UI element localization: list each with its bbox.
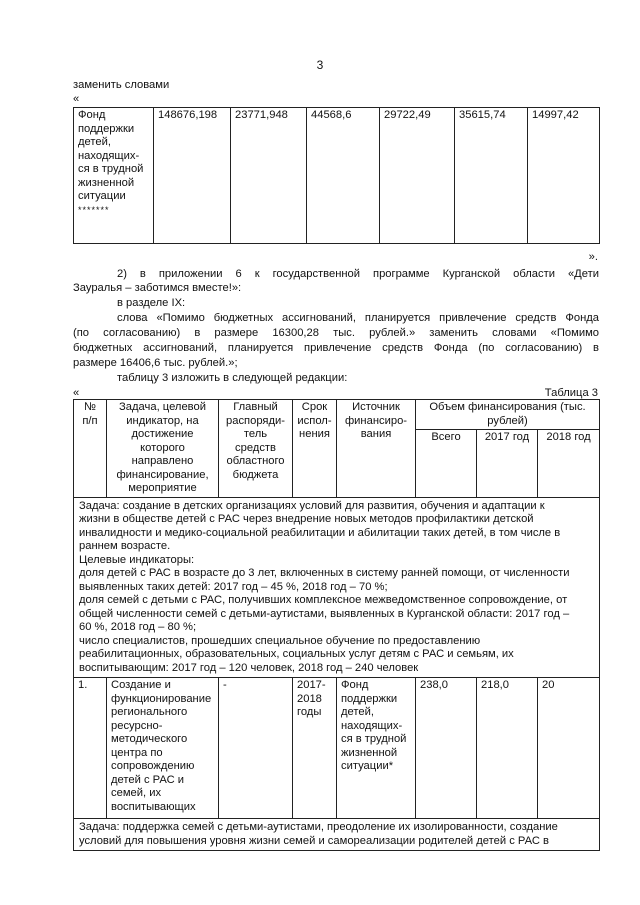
indicator-line: выявленных таких детей: 2017 год – 45 %, 2018 год – 70 %; xyxy=(79,580,388,593)
indicator-line: воспитывающим: 2017 год – 120 человек, 2018 год – 240 человек xyxy=(79,661,419,674)
footnote-stars: ******* xyxy=(78,204,110,215)
table-row xyxy=(74,497,600,678)
task1-line: жизни в обществе детей с РАС через внедрение новых методов профилактики детской xyxy=(79,513,534,525)
words-para-line2: (по согласованию) в размере 16300,28 тыс. рублей.» заменить словами «Помимо xyxy=(73,327,599,339)
item2-line2: Зауралья – заботимся вместе!»: xyxy=(73,282,242,294)
fund-label: Фонд поддержки детей, находящих-ся в трудной жизненной ситуации xyxy=(78,109,144,202)
indicator-line: общей численности семей с детьми-аутистами, выявленных в Курганской области: 2017 год – xyxy=(79,607,570,620)
header-task: Задача, целевой индикатор, на достижение которого направлено финансирование, мероприятие xyxy=(107,400,219,498)
table3-caption: Таблица 3 xyxy=(544,387,598,399)
value-cell: 44568,6 xyxy=(307,108,380,244)
header-num: № п/п xyxy=(74,400,107,498)
value-cell: 148676,198 xyxy=(154,108,231,244)
row1-manager: - xyxy=(219,678,293,819)
table-3 xyxy=(73,399,600,851)
page-number: 3 xyxy=(316,58,324,72)
header-term: Срок испол-нения xyxy=(293,400,337,498)
table-row xyxy=(74,678,600,819)
indicator-line: доля детей с РАС в возрасте до 3 лет, включенных в систему ранней помощи, от численности xyxy=(79,567,570,579)
open-quote-2: « xyxy=(73,387,80,399)
section-ix: в разделе IX: xyxy=(117,297,186,309)
fund-label-cell xyxy=(74,108,154,244)
table-row xyxy=(74,819,600,851)
row1-num: 1. xyxy=(74,678,107,819)
table-header-row xyxy=(74,400,600,430)
row1-term: 2017-2018 годы xyxy=(293,678,337,819)
item2-line1: 2) в приложении 6 к государственной программе Курганской области «Дети xyxy=(117,268,599,280)
table-row xyxy=(74,108,600,244)
funding-table-fund xyxy=(73,107,600,244)
task1-cell xyxy=(74,497,600,678)
task1-line: раннем возрасте. xyxy=(79,540,171,552)
words-para-line4: размере 16406,6 тыс. рублей.»; xyxy=(73,357,238,369)
open-quote: « xyxy=(73,93,80,105)
close-quote: ». xyxy=(588,251,598,263)
row1-total: 238,0 xyxy=(416,678,477,819)
row1-source: Фонд поддержки детей, находящих-ся в трудной жизненной ситуации* xyxy=(337,678,416,819)
table3-intro: таблицу 3 изложить в следующей редакции: xyxy=(117,372,348,384)
indicator-line: доля семей с детьми с РАС, получивших комплексное межведомственное сопровождение, от xyxy=(79,594,568,606)
task1-line: инвалидности и медико-социальной реабилитации и абилитации таких детей, в том числе в xyxy=(79,526,561,539)
words-para-line1: слова «Помимо бюджетных ассигнований, планируется привлечение средств Фонда xyxy=(117,312,599,324)
value-cell: 23771,948 xyxy=(231,108,307,244)
indicators-title: Целевые индикаторы: xyxy=(79,553,195,566)
header-total: Всего xyxy=(416,430,477,498)
task2-cell xyxy=(74,819,600,851)
task1-line: Задача: создание в детских организациях условий для развития, обучения и адаптации к xyxy=(79,499,545,512)
value-cell: 35615,74 xyxy=(455,108,528,244)
replace-words-line: заменить словами xyxy=(73,79,170,91)
task2-line: условий для повышения уровня жизни семей и самореализации родителей детей с РАС в xyxy=(79,834,549,847)
header-2018: 2018 год xyxy=(538,430,600,498)
row1-activity: Создание и функционирование регионального ресурсно-методического центра по сопровождению детей с РАС и семей, их воспитывающих xyxy=(107,678,219,819)
task2-line: Задача: поддержка семей с детьми-аутистами, преодоление их изолированности, создание xyxy=(79,821,558,833)
header-2017: 2017 год xyxy=(477,430,538,498)
header-manager: Главный распоряди-тель средств областного бюджета xyxy=(219,400,293,498)
indicator-line: число специалистов, прошедших специальное обучение по предоставлению xyxy=(79,634,481,647)
words-para-line3: бюджетных ассигнований, планируется привлечение средств Фонда (по согласованию) в xyxy=(73,342,599,354)
row1-2018: 20 xyxy=(538,678,600,819)
header-volume: Объем финансирования (тыс. рублей) xyxy=(416,400,600,430)
value-cell: 29722,49 xyxy=(380,108,455,244)
indicator-line: 60 %, 2018 год – 80 %; xyxy=(79,621,197,633)
header-source: Источник финансиро-вания xyxy=(337,400,416,498)
value-cell: 14997,42 xyxy=(528,108,600,244)
indicator-line: реабилитационных, образовательных, социальных услуг детям с РАС и семьям, их xyxy=(79,648,514,660)
row1-2017: 218,0 xyxy=(477,678,538,819)
